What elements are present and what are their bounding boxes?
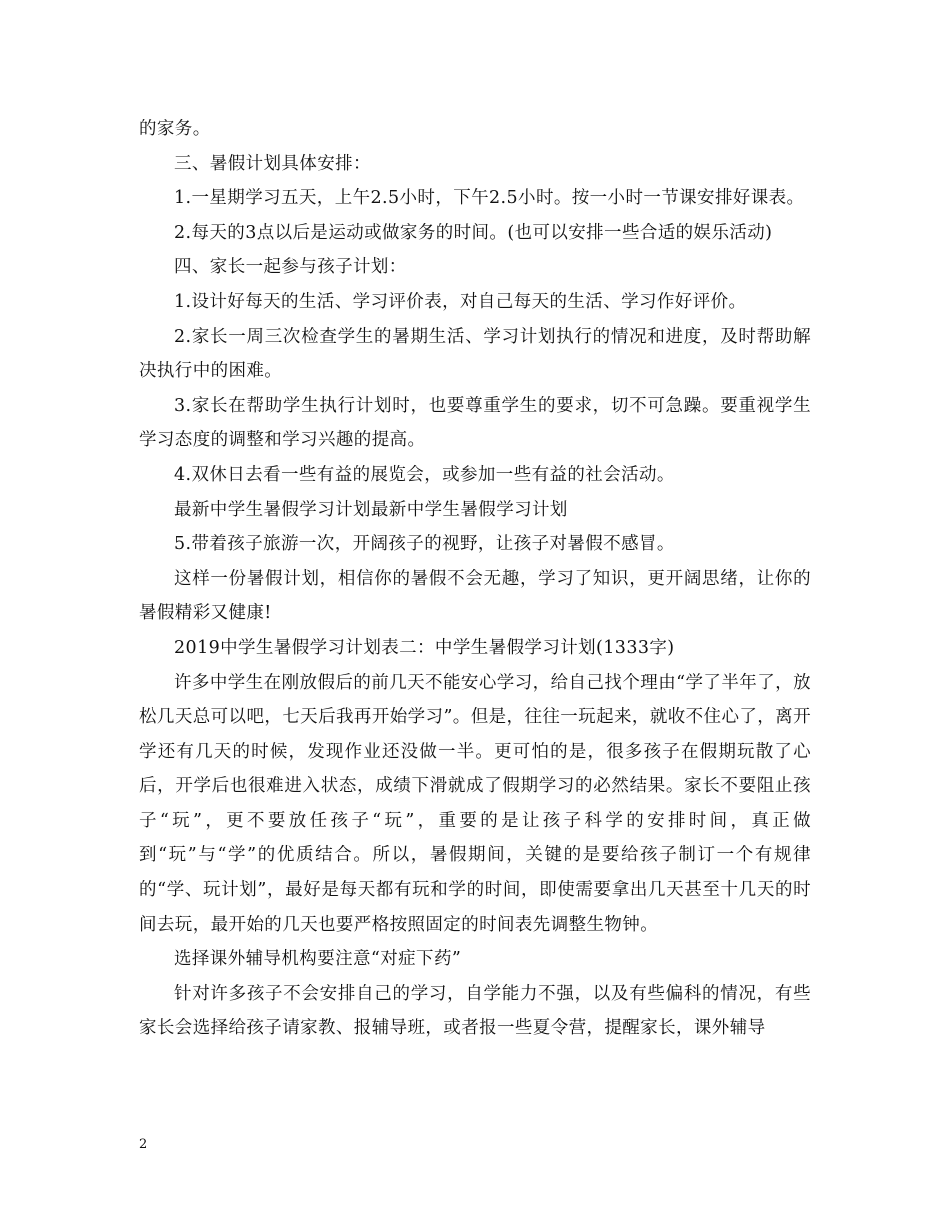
body-paragraph: 这样一份暑假计划，相信你的暑假不会无趣，学习了知识，更开阔思绪，让你的暑假精彩又健康! (139, 568, 811, 624)
body-paragraph: 最新中学生暑假学习计划最新中学生暑假学习计划 (174, 499, 568, 520)
body-paragraph: 许多中学生在刚放假后的前几天不能安心学习，给自己找个理由“学了半年了，放松几天总可以吧，七天后我再开始学习”。但是，往往一玩起来，就收不住心了，离开学还有几天的时候，发现作业还没做一半。更可怕的是，很多孩子在假期玩散了心后，开学后也很难进入状态，成绩下滑就成了假期学习的必然结果。家长不要阻止孩子“玩”，更不要放任孩子“玩”，重要的是让孩子科学的安排时间，真正做到“玩”与“学”的优质结合。所以，暑假期间，关键的是要给孩子制订一个有规律的“学、玩计划”，最好是每天都有玩和学的时间，即使需要拿出几天甚至十几天的时间去玩，最开始的几天也要严格按照固定的时间表先调整生物钟。 (139, 672, 811, 935)
body-paragraph: 2.每天的3点以后是运动或做家务的时间。(也可以安排一些合适的娱乐活动) (174, 222, 773, 243)
document-body (139, 112, 811, 1046)
body-paragraph: 5.带着孩子旅游一次，开阔孩子的视野，让孩子对暑假不感冒。 (174, 534, 675, 555)
body-paragraph: 1.一星期学习五天，上午2.5小时，下午2.5小时。按一小时一节课安排好课表。 (174, 188, 805, 209)
body-paragraph: 四、家长一起参与孩子计划： (174, 257, 407, 278)
body-paragraph: 三、暑假计划具体安排： (174, 153, 371, 174)
body-paragraph: 3.家长在帮助学生执行计划时，也要尊重学生的要求，切不可急躁。要重视学生学习态度的调整和学习兴趣的提高。 (139, 395, 811, 451)
body-paragraph: 选择课外辅导机构要注意“对症下药” (174, 949, 462, 970)
body-paragraph: 4.双休日去看一些有益的展览会，或参加一些有益的社会活动。 (174, 464, 675, 485)
body-paragraph: 2019中学生暑假学习计划表二：中学生暑假学习计划(1333字) (174, 637, 675, 658)
body-paragraph: 2.家长一周三次检查学生的暑期生活、学习计划执行的情况和进度，及时帮助解决执行中的困难。 (139, 326, 811, 382)
page-number: 2 (139, 1137, 148, 1152)
body-paragraph: 1.设计好每天的生活、学习评价表，对自己每天的生活、学习作好评价。 (174, 291, 747, 312)
body-paragraph: 针对许多孩子不会安排自己的学习，自学能力不强，以及有些偏科的情况，有些家长会选择给孩子请家教、报辅导班，或者报一些夏令营，提醒家长，课外辅导 (139, 983, 811, 1039)
body-paragraph: 的家务。 (139, 119, 211, 139)
